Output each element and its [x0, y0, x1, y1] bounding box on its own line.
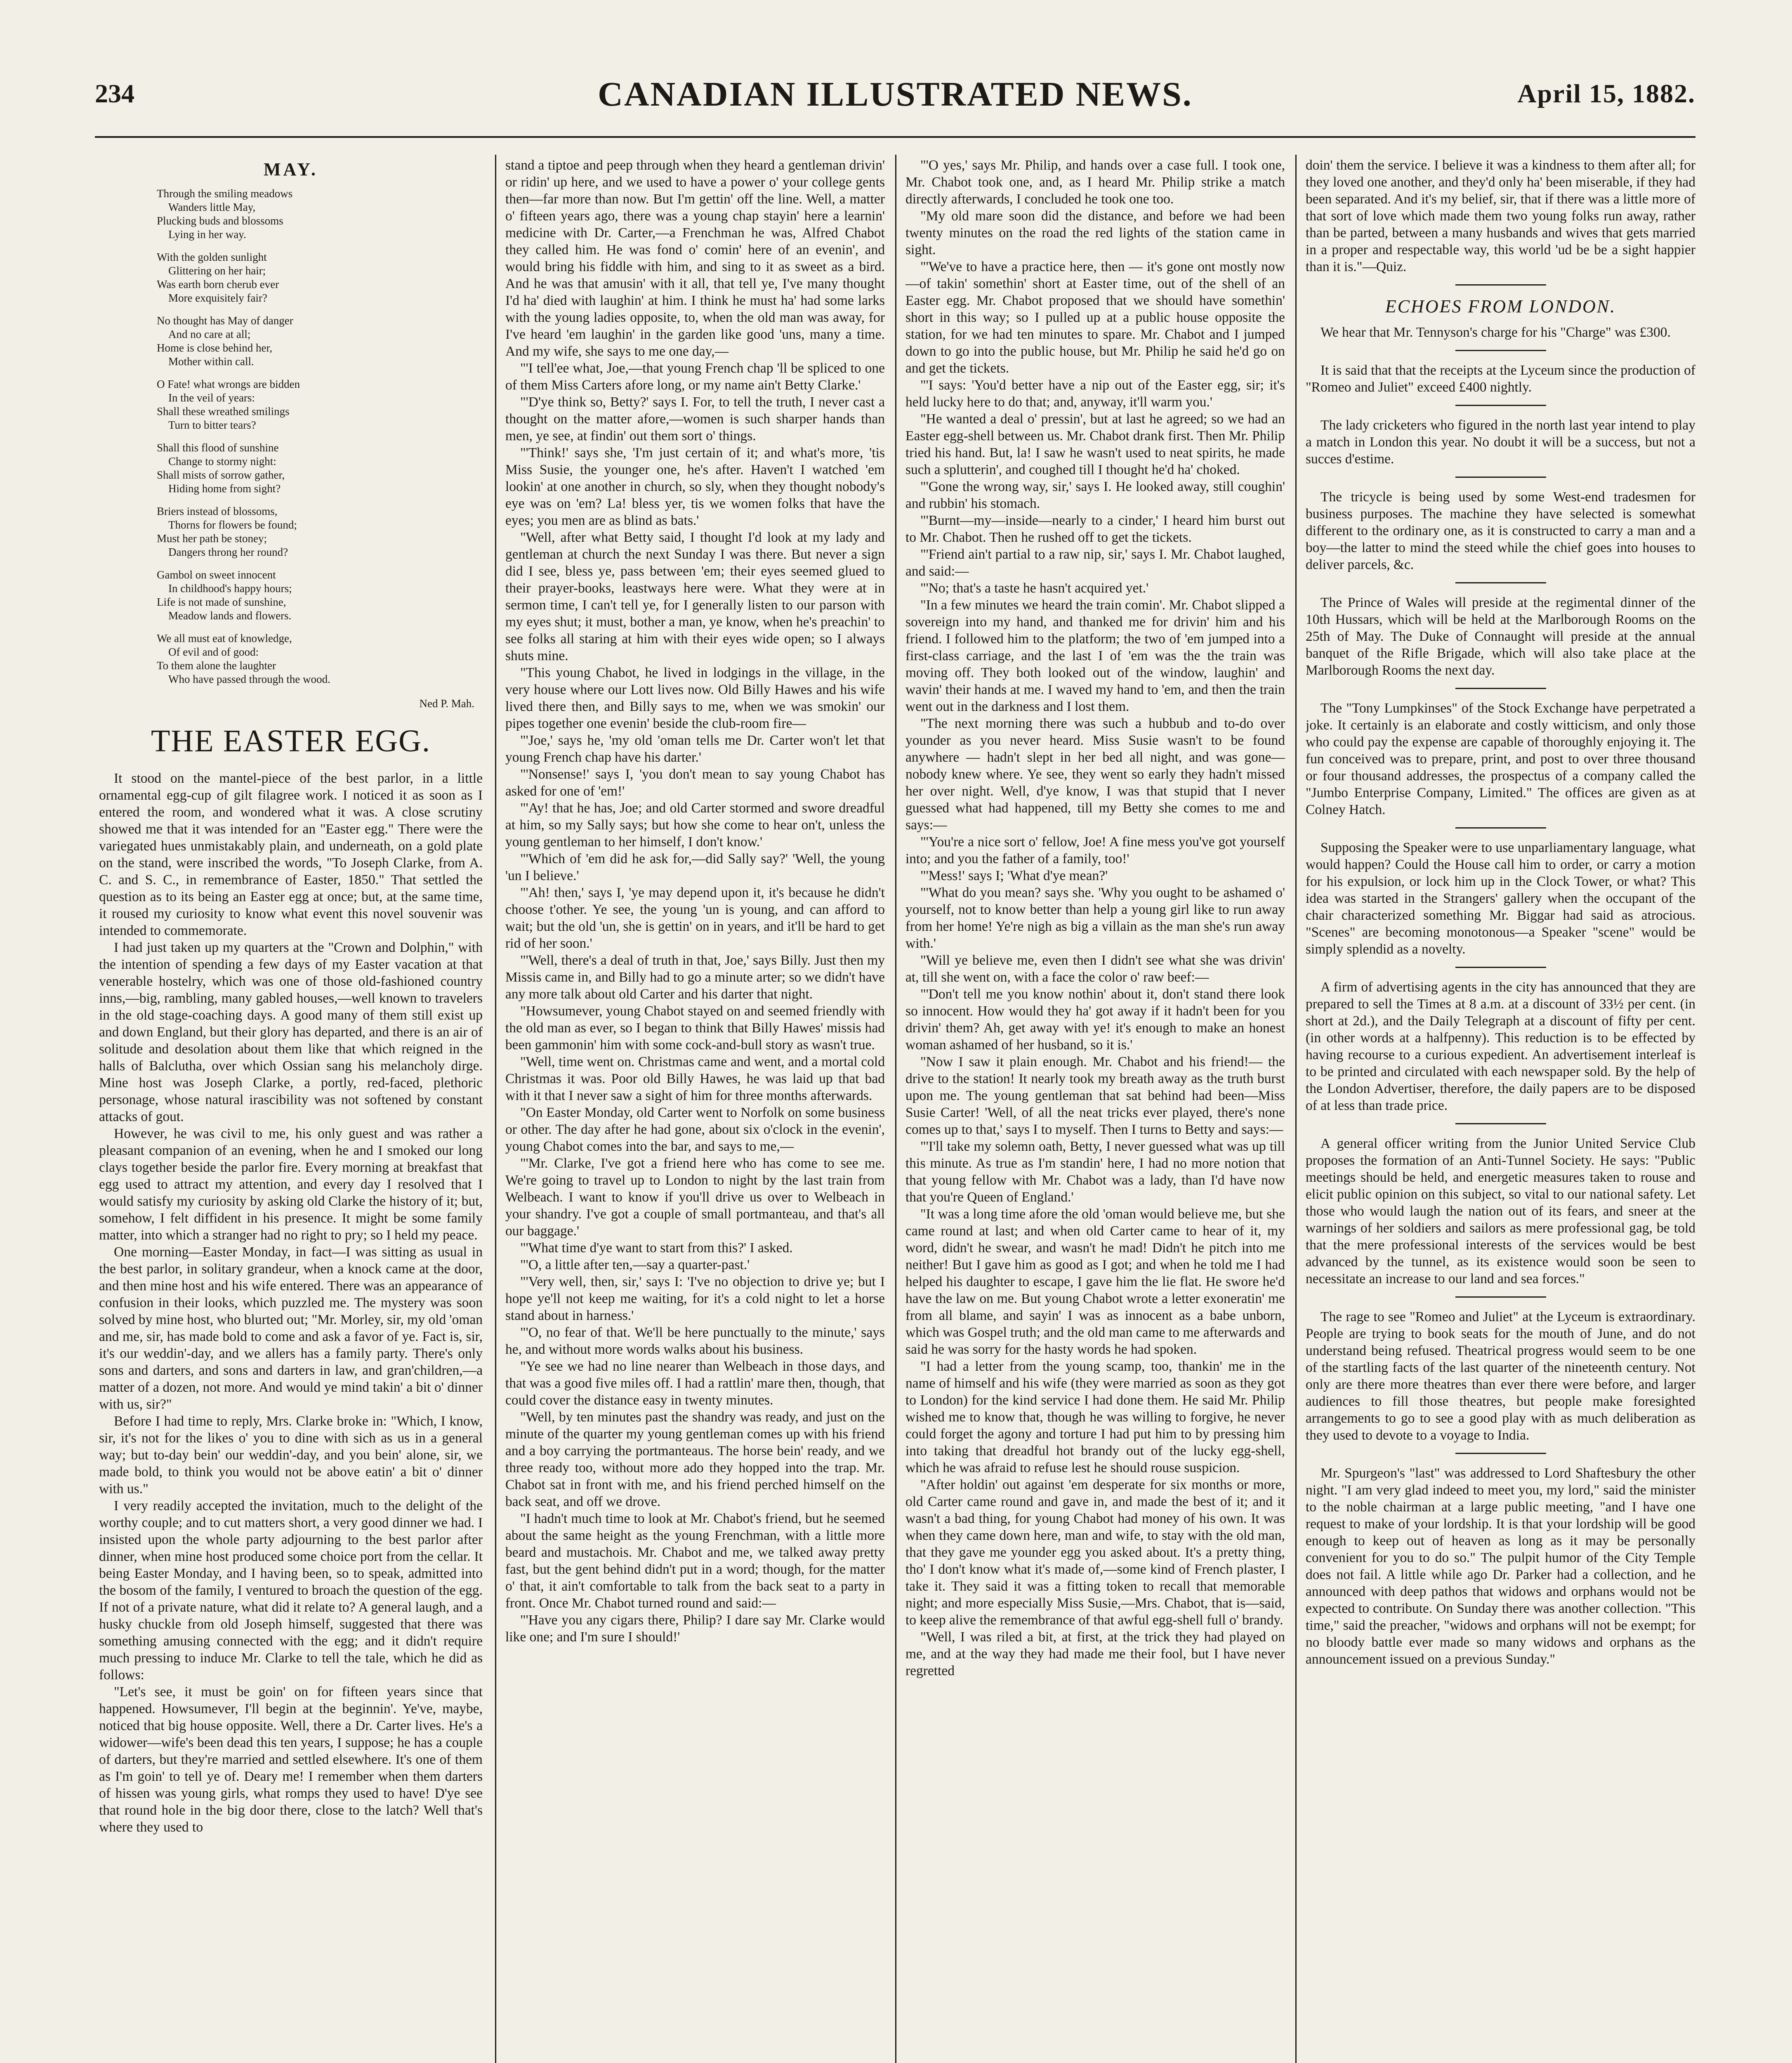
story-paragraph: "'Have you any cigars there, Philip? I dare say Mr. Clarke would like one; and I'm sure I should!' — [505, 1612, 885, 1645]
story-paragraph: "'Think!' says she, 'I'm just certain of it; and what's more, 'tis Miss Susie, the younger one, he's after. Haven't I watched 'em lookin' at one another in church, so sly, when they thought nobody's eye was on 'em? La! bless yer, tis we women folks that have the eyes; you men are as blind as bats.' — [505, 445, 885, 528]
echoes-item: A firm of advertising agents in the city has announced that they are prepared to sell the Times at 8 a.m. at a discount of 33½ per cent. (in short at 2d.), and the Daily Telegraph at a discount of fifty per cent. (in other words at a halfpenny). This reduction is to be effected by having recourse to a curious expedient. An advertisement interleaf is to be printed and circulated with each newspaper sold. By the help of the London Advertiser, therefore, the daily papers are to be disposed of at less than trade price. — [1306, 980, 1695, 1113]
story-paragraph: doin' them the service. I believe it was a kindness to them after all; for they loved one another, and they'd only ha' been miserable, if they had been separated. And it's my belief, sir, that if there was a little more of that sort of love which made them two young folks run away, rather than be parted, between a many husbands and wives that gets married in a proper and respectable way, this world 'ud be be a sight happier than it is."—Quiz. — [1306, 158, 1695, 274]
poem-line: Gambol on sweet innocent — [157, 569, 276, 581]
story-paragraph: "'Mr. Clarke, I've got a friend here who has come to see me. We're going to travel up to London to night by the last train from Welbeach. I want to know if you'll drive us over to Welbeach in your shandry. I've got a couple of small portmanteau, and that's all our baggage.' — [505, 1156, 885, 1239]
poem-line: Life is not made of sunshine, — [157, 596, 286, 608]
poem-stanza — [157, 378, 483, 432]
item-rule — [1455, 688, 1546, 689]
story-paragraph: I very readily accepted the invitation, much to the delight of the worthy couple; and to cut matters short, a very good dinner we had. I insisted upon the whole party adjourning to the best parlor after dinner, when mine host produced some choice port from the cellar. It being Easter Monday, and I having been, so to speak, admitted into the bosom of the family, I ventured to broach the question of the egg. If not of a private nature, what did it relate to? A general laugh, and a husky chuckle from old Joseph himself, suggested that there was something amusing connected with the egg; and it didn't require much pressing to induce Mr. Clarke to tell the tale, which he did as follows: — [99, 1498, 483, 1683]
poem-line: Shall mists of sorrow gather, — [157, 469, 285, 481]
header-rule — [95, 136, 1695, 138]
story-paragraph: "Ye see we had no line nearer than Welbeach in those days, and that was a good five miles off. I had a rattlin' mare then, though, that could cover the distance easy in twenty minutes. — [505, 1359, 885, 1408]
poem-line: And no care at all; — [168, 328, 251, 340]
item-rule — [1455, 1123, 1546, 1124]
masthead — [95, 74, 1695, 120]
story-paragraph: "'What time d'ye want to start from this?' I asked. — [520, 1240, 793, 1256]
story-paragraph: "'Very well, then, sir,' says I: 'I've no objection to drive ye; but I hope ye'll not keep me waiting, for it's a cold night to let a horse stand about in harness.' — [505, 1274, 885, 1323]
column-3 — [905, 157, 1285, 2063]
echoes-item: The "Tony Lumpkinses" of the Stock Exchange have perpetrated a joke. It certainly is an elaborate and costly witticism, and only those who could pay the expense are capable of thoroughly enjoying it. The fun conceived was to prepare, print, and post to over three thousand or four thousand addresses, the prospectus of a company called the "Jumbo Enterprise Company, Limited." The offices are given as at Colney Hatch. — [1306, 701, 1695, 817]
newspaper-title: CANADIAN ILLUSTRATED NEWS. — [598, 75, 1193, 113]
poem-line: Hiding home from sight? — [168, 482, 281, 495]
echoes-item: The tricycle is being used by some West-end tradesmen for business purposes. The machine they have selected is somewhat different to the ordinary one, as it is constructed to carry a man and a boy—the latter to mind the steed while the chief goes into houses to deliver parcels, &c. — [1306, 489, 1695, 572]
item-rule — [1455, 350, 1546, 351]
poem-stanza — [157, 250, 483, 305]
item-rule — [1455, 582, 1546, 583]
story-paragraph: "'Nonsense!' says I, 'you don't mean to say young Chabot has asked for one of 'em!' — [505, 767, 885, 799]
story-paragraph: "It was a long time afore the old 'oman would believe me, but she came round at last; and when old Carter came to hear of it, my word, didn't he swear, and wasn't he mad! Didn't he pitch into me neither! But I gave him as good as I got; and when he told me I had helped his daughter to escape, I gave him the lie flat. He swore he'd have the law on me. But young Chabot wrote a letter exoneratin' me from all blame, and sayin' I was as innocent as a babe unborn, which was Gospel truth; and the old man came to me afterwards and said he was sorry for the hasty words he had spoken. — [905, 1206, 1285, 1357]
story-paragraph: "'Mess!' says I; 'What d'ye mean?' — [920, 868, 1108, 883]
story-paragraph: "'I tell'ee what, Joe,—that young French chap 'll be spliced to one of them Miss Carters afore long, or my name ain't Betty Clarke.' — [505, 361, 885, 393]
column-divider — [495, 155, 496, 2063]
story-paragraph: "'Which of 'em did he ask for,—did Sally say?' 'Well, the young 'un I believe.' — [505, 851, 885, 883]
poem-line: Wanders little May, — [168, 201, 256, 213]
poem-line: Thorns for flowers be found; — [168, 519, 297, 531]
story-paragraph: "'Well, there's a deal of truth in that, Joe,' says Billy. Just then my Missis came in, and Billy had to go a minute arter; so we didn't have any more talk about old Carter and his darter that night. — [505, 953, 885, 1002]
story-paragraph: "Well, I was riled a bit, at first, at the trick they had played on me, and at the way they had made me their fool, but I have never regretted — [905, 1629, 1285, 1678]
issue-date: April 15, 1882. — [1517, 79, 1695, 108]
story-paragraph: "Let's see, it must be goin' on for fifteen years since that happened. Howsumever, I'll begin at the beginnin'. Ye've, maybe, noticed that big house opposite. Well, there a Dr. Carter lives. He's a widower—wife's been dead this ten years, I suppose; he has a couple of darters, but they're married and settled elsewhere. It's one of them as I'm goin' to tell ye of. Deary me! I remember when them darters of hissen was young girls, what romps they used to have! D'ye see that round hole in the big door there, close to the latch? Well that's where they used to — [99, 1684, 483, 1835]
column-4 — [1306, 157, 1695, 2063]
story-paragraph: "'Ay! that he has, Joe; and old Carter stormed and swore dreadful at him, so my Sally says; but how she come to hear on't, unless the young gentleman to her himself, I don't know.' — [505, 800, 885, 850]
poem-line: No thought has May of danger — [157, 314, 293, 327]
poem-stanza — [157, 441, 483, 496]
story-paragraph: I had just taken up my quarters at the "Crown and Dolphin," with the intention of spending a few days of my Easter vacation at that venerable hostelry, which was one of those old-fashioned country inns,—big, rambling, many gabled houses,—well known to travelers in the old stage-coaching days. A good many of them still exist up and down England, but their glory has departed, and there is an air of solitude and desolation about them like that which reigned in the halls of Balclutha, over which Ossian sang his melancholy dirge. Mine host was Joseph Clarke, a portly, red-faced, plethoric personage, whose natural irascibility was not softened by constant attacks of gout. — [99, 940, 483, 1124]
item-rule — [1455, 477, 1546, 478]
story-paragraph: "In a few minutes we heard the train comin'. Mr. Chabot slipped a sovereign into my hand, and thanked me for drivin' him and his friend. I followed him to the platform; the two of 'em jumped into a first-class carriage, and the last I of 'em was the the train was moving off. They both looked out of the window, laughin' and wavin' their hands at me. I waved my hand to 'em, and then the train went out in the darkness and I lost them. — [905, 597, 1285, 714]
column-2 — [505, 157, 885, 2063]
poem-author: Ned P. Mah. — [419, 697, 474, 710]
story-paragraph: "I had a letter from the young scamp, too, thankin' me in the name of himself and his wife (they were married as soon as they got to London) for the kind service I had done them. He said Mr. Philip wished me to know that, though he was willing to forgive, he never could forget the agony and torture I had put him to by pressing him into taking that dreadful hot brandy out of the lucky egg-shell, which he was afraid to refuse lest he should rouse suspicion. — [905, 1359, 1285, 1475]
poem-stanza — [157, 505, 483, 559]
story-paragraph: "After holdin' out against 'em desperate for six months or more, old Carter came round and gave in, and made the best of it; and it wasn't a bad thing, for young Chabot had money of his own. It was when they came down here, man and wife, to stay with the old man, that they gave me younder egg you asked about. It's a pretty thing, tho' I don't know what it's made of,—some kind of French plaster, I take it. They said it was a fitting token to recall that memorable night; and more especially Miss Susie,—Mrs. Chabot, that is—said, to keep alive the remembrance of that awful egg-shell full o' brandy. — [905, 1477, 1285, 1628]
story-paragraph: "My old mare soon did the distance, and before we had been twenty minutes on the road the red lights of the station came in sight. — [905, 208, 1285, 257]
story-paragraph: "'Friend ain't partial to a raw nip, sir,' says I. Mr. Chabot laughed, and said:— — [905, 547, 1285, 579]
poem-line: Turn to bitter tears? — [168, 419, 256, 431]
poem-line: Plucking buds and blossoms — [157, 215, 283, 227]
story-paragraph: stand a tiptoe and peep through when they heard a gentleman drivin' or ridin' up here, and we used to have a power o' your college gents then—far more than now. But I'm gettin' off the line. Well, a matter o' fifteen years ago, there was a young chap stayin' here a learnin' medicine with Dr. Carter,—a Frenchman he was, Alfred Chabot they called him. He was fond o' comin' here of an evenin', and would bring his fiddle with him, and sing to it as sweet as a bird. And he was that amusin' with it all, that tell ye, I've many thought I'd ha' died with laughin' at him. I think he must ha' had some larks with the young ladies opposite, to, when the old man was away, for I've heard 'em laughin' in the garden like good 'uns, many a time. And my wife, she says to me one day,— — [505, 158, 885, 359]
poem-stanza — [157, 314, 483, 368]
poem-stanza — [157, 632, 483, 686]
item-rule — [1455, 827, 1546, 829]
story-title: THE EASTER EGG. — [151, 724, 431, 758]
story-paragraph: "'I'll take my solemn oath, Betty, I never guessed what was up till this minute. As true as I'm standin' here, I had no more notion that that young fellow with Mr. Chabot was a lady, than I'd have now that you're Queen of England.' — [905, 1139, 1285, 1205]
story-paragraph: It stood on the mantel-piece of the best parlor, in a little ornamental egg-cup of gilt filagree work. I noticed it as soon as I entered the room, and wondered what it was. A close scrutiny showed me that it was intended for an "Easter egg." There were the variegated hues unmistakably plain, and underneath, on a gold plate on the stand, were inscribed the words, "To Joseph Clarke, from A. C. and S. C., in remembrance of Easter, 1850." That settled the question as to its being an Easter egg at once; but, at the same time, it roused my curiosity to know what event this novel souvenir was intended to commemorate. — [99, 771, 483, 938]
poem-line: We all must eat of knowledge, — [157, 632, 292, 644]
column-divider — [1295, 155, 1297, 2063]
story-paragraph: One morning—Easter Monday, in fact—I was sitting as usual in the best parlor, in solitary grandeur, when a knock came at the door, and then mine host and his wife entered. There was an appearance of confusion in their looks, which puzzled me. The mystery was soon solved by mine host, who blurted out; "Mr. Morley, sir, my old 'oman and me, sir, has made bold to come and ask a favor of ye. Fact is, sir, it's our weddin'-day, and we allers has a family party. There's only sons and darters, and sons and darters in law, and gran'children,—a matter of a dozen, not more. And would ye mind takin' a bit o' dinner with us, sir?" — [99, 1244, 483, 1412]
story-paragraph: "'No; that's a taste he hasn't acquired yet.' — [920, 581, 1149, 596]
story-paragraph: "'D'ye think so, Betty?' says I. For, to tell the truth, I never cast a thought on the matter afore,—women is such sharper hands than men, ye see, at findin' out them sort o' things. — [505, 394, 885, 444]
poem-line: Dangers throng her round? — [168, 546, 288, 558]
story-paragraph: "'O yes,' says Mr. Philip, and hands over a case full. I took one, Mr. Chabot took one, and, as I heard Mr. Philip strike a match directly afterwards, I concluded he took one too. — [905, 158, 1285, 207]
poem-title: MAY. — [263, 159, 318, 179]
column-1 — [99, 157, 483, 2063]
story-paragraph: "Well, time went on. Christmas came and went, and a mortal cold Christmas it was. Poor old Billy Hawes, he was laid up that bad with it that I never saw a sight of him for three months afterwards. — [505, 1054, 885, 1103]
story-paragraph: "The next morning there was such a hubbub and to-do over younder as you never heard. Miss Susie wasn't to be found anywhere — hadn't slept in her bed all night, and was gone—nobody knew where. Ye see, they went so early they hadn't missed her over night. Well, d'ye know, I was that stupid that I never guessed what had happened, till my Betty she comes to me and says:— — [905, 716, 1285, 833]
story-paragraph: "Well, by ten minutes past the shandry was ready, and just on the minute of the quarter my young gentleman comes up with his friend and a boy carrying the portmanteaus. The horse bein' ready, and we three ready too, without more ado they hopped into the trap. Mr. Chabot sat in front with me, and his friend perched himself on the back seat, and off we drove. — [505, 1409, 885, 1509]
poem-line: O Fate! what wrongs are bidden — [157, 378, 300, 390]
poem-line: Was earth born cherub ever — [157, 278, 279, 290]
story-body-col1 — [99, 770, 483, 1836]
item-rule — [1455, 967, 1546, 968]
echoes-item: The Prince of Wales will preside at the regimental dinner of the 10th Hussars, which will be held at the Marlborough Rooms on the 25th of May. The Duke of Connaught will preside at the annual banquet of the Rifle Brigade, which will also take place at the Marlborough Rooms the next day. — [1306, 595, 1695, 678]
story-paragraph: "'I says: 'You'd better have a nip out of the Easter egg, sir; it's held lucky here to do that; and, anyway, it'll warm you.' — [905, 378, 1285, 410]
story-paragraph: "I hadn't much time to look at Mr. Chabot's friend, but he seemed about the same height as the young Frenchman, with a little more beard and mustachois. Mr. Chabot and me, we talked away pretty fast, but the gent behind didn't put in a word; though, for the matter o' that, it ain't comfortable to talk from the back seat to a party in front. Once Mr. Chabot turned round and said:— — [505, 1511, 885, 1611]
poem-line: Mother within call. — [168, 355, 254, 368]
story-paragraph: "'Don't tell me you know nothin' about it, don't stand there look so innocent. How would they ha' got away if it hadn't been for you drivin' them? Ah, get away with ye! it's enough to make an honest woman ashamed of her husband, so it is.' — [905, 987, 1285, 1053]
poem-line: In childhood's happy hours; — [168, 582, 292, 595]
echoes-item: A general officer writing from the Junior United Service Club proposes the formation of an Anti-Tunnel Society. He says: "Public meetings should be held, and energetic measures taken to rouse and elicit public opinion on this subject, so vital to our national safety. Let those who would laugh the nation out of its fears, and sneer at the warnings of her soldiers and sailors as mere professional gag, be told that the mere professional interests of the services would be best advanced by the tunnel, as its existence would soon be seen to necessitate an increase to our land and sea forces." — [1306, 1136, 1695, 1286]
poem-body — [99, 187, 483, 686]
story-paragraph: "This young Chabot, he lived in lodgings in the village, in the very house where our Lott lives now. Old Billy Hawes and his wife lived there then, and Billy says to me, when we was smokin' our pipes together one evenin' beside the club-room fire— — [505, 665, 885, 731]
item-rule — [1455, 405, 1546, 406]
poem-line: Glittering on her hair; — [168, 264, 266, 277]
story-paragraph: "'O, a little after ten,—say a quarter-past.' — [520, 1257, 750, 1272]
story-paragraph: "'Joe,' says he, 'my old 'oman tells me Dr. Carter won't let that young French chap have his darter.' — [505, 733, 885, 765]
poem-line: Of evil and of good: — [168, 646, 259, 658]
story-paragraph: "Will ye believe me, even then I didn't see what she was drivin' at, till she went on, with a face the color o' raw beef:— — [905, 953, 1285, 985]
echoes-item: The lady cricketers who figured in the north last year intend to play a match in London this year. No doubt it will be a success, but not a succes d'estime. — [1306, 418, 1695, 467]
poem-line: Lying in her way. — [168, 228, 246, 241]
echoes-title: ECHOES FROM LONDON. — [1385, 296, 1616, 316]
story-paragraph: "'O, no fear of that. We'll be here punctually to the minute,' says he, and without more words walks about his business. — [505, 1325, 885, 1357]
poem-line: Shall these wreathed smilings — [157, 405, 290, 418]
story-paragraph: "'Gone the wrong way, sir,' says I. He looked away, still coughin' and rubbin' his stomach. — [905, 479, 1285, 511]
story-paragraph: However, he was civil to me, his only guest and was rather a pleasant companion of an evening, when he and I smoked our long clays together beside the parlor fire. Every morning at breakfast that egg used to attract my attention, and every day I resolved that I would satisfy my curiosity by asking old Clarke the history of it; but, somehow, I felt diffident in his presence. It might be some family matter, into which a stranger had no right to pry; so I held my peace. — [99, 1126, 483, 1243]
poem-line: Briers instead of blossoms, — [157, 505, 278, 517]
story-paragraph: "He wanted a deal o' pressin', but at last he agreed; so we had an Easter egg-shell between us. Mr. Chabot drank first. Then Mr. Philip tried his hand. But, la! I saw he wasn't used to neat spirits, he made such a splutterin', and coughed till I thought he'd ha' choked. — [905, 411, 1285, 477]
poem-line: Who have passed through the wood. — [168, 673, 330, 685]
echoes-item: It is said that that the receipts at the Lyceum since the production of "Romeo and Juliet" exceed £400 nightly. — [1306, 363, 1695, 395]
story-paragraph: "Howsumever, young Chabot stayed on and seemed friendly with the old man as ever, so I began to think that Billy Hawes' missis had been gammonin' him with some cock-and-bull story as wasn't true. — [505, 1003, 885, 1053]
echoes-item: Supposing the Speaker were to use unparliamentary language, what would happen? Could the House call him to order, or carry a motion for his expulsion, or lock him up in the Clock Tower, or what? This idea was started in the Strangers' gallery when the occupant of the chair characterized something Mr. Biggar had said as atrocious. "Scenes" are becoming monotonous—a Speaker "scene" would be simply splendid as a novelty. — [1306, 840, 1695, 957]
story-paragraph: "'You're a nice sort o' fellow, Joe! A fine mess you've got yourself into; and you the father of a family, too!' — [905, 834, 1285, 866]
poem-stanza — [157, 187, 483, 241]
poem-line: Meadow lands and flowers. — [168, 609, 292, 622]
item-rule — [1455, 1453, 1546, 1454]
echoes-item: Mr. Spurgeon's "last" was addressed to Lord Shaftesbury the other night. "I am very glad indeed to meet you, my lord," said the minister to the noble chairman at a large public meeting, "and I have one request to make of your lordship. It is that your lordship will be good enough to keep out of heaven as long as it may be personally convenient for you to do so." The pulpit humor of the City Temple does not fail. A little while ago Dr. Parker had a collection, and he announced with deep pathos that widows and orphans would not be expected to contribute. On Sunday there was another collection. "This time," said the preacher, "widows and orphans will not be exempt; for no bloody battle ever made so many widows and orphans as the announcement issued on a previous Sunday." — [1306, 1466, 1695, 1667]
item-rule — [1455, 1296, 1546, 1298]
poem-line: Home is close behind her, — [157, 342, 273, 354]
poem-line: With the golden sunlight — [157, 251, 267, 263]
story-paragraph: Before I had time to reply, Mrs. Clarke broke in: "Which, I know, sir, it's not for the likes o' you to dine with sich as us in a general way; but to-day bein' our weddin'-day, and you bein' alone, sir, we made bold, to think you would not be above eatin' a bit o' dinner with us." — [99, 1414, 483, 1497]
story-paragraph: "'Ah! then,' says I, 'ye may depend upon it, it's because he didn't choose t'other. Ye see, the young 'un is young, and can afford to wait; but the old 'un, she is gettin' on in years, and it'll be hard to get rid of her soon.' — [505, 885, 885, 951]
poem-line: Shall this flood of sunshine — [157, 441, 279, 454]
story-paragraph: "Now I saw it plain enough. Mr. Chabot and his friend!— the drive to the station! It nearly took my breath away as the truth burst upon me. The young gentleman that sat behind had been—Miss Susie Carter! 'Well, of all the neat tricks ever played, there's none comes up to that,' says I to myself. Then I turns to Betty and says:— — [905, 1054, 1285, 1137]
poem-line: To them alone the laughter — [157, 659, 276, 672]
echoes-item: We hear that Mr. Tennyson's charge for his "Charge" was £300. — [1320, 325, 1671, 340]
poem-line: More exquisitely fair? — [168, 292, 267, 304]
poem-line: Change to stormy night: — [168, 455, 276, 467]
story-paragraph: "On Easter Monday, old Carter went to Norfolk on some business or other. The day after he had gone, about six o'clock in the evenin', young Chabot comes into the bar, and says to me,— — [505, 1105, 885, 1154]
story-paragraph: "'Burnt—my—inside—nearly to a cinder,' I heard him burst out to Mr. Chabot. Then he rushed off to get the tickets. — [905, 513, 1285, 545]
column-divider — [895, 155, 896, 2063]
story-paragraph: "'What do you mean? says she. 'Why you ought to be ashamed o' yourself, not to know better than help a young girl like to run away from her home! Ye're nigh as big a villain as the man she's run away with.' — [905, 885, 1285, 951]
echoes-item: The rage to see "Romeo and Juliet" at the Lyceum is extraordinary. People are trying to book seats for the mouth of June, and do not understand being refused. Theatrical progress would seem to be one of the startling facts of the last quarter of the nineteenth century. Not only are there more theatres than ever there were before, and larger audiences to fill those theatres, but people make foresighted arrangements to go to see a good play with as much deliberation as they used to devote to a voyage to India. — [1306, 1309, 1695, 1443]
story-paragraph: "Well, after what Betty said, I thought I'd look at my lady and gentleman at church the next Sunday I was there. But never a sign did I see, bless ye, pass between 'em; their eyes seemed glued to their prayer-books, leastways here were. What they were at in sermon time, I can't tell ye, for I generally listen to our parson with my eyes shut; it must, bother a man, ye know, when he's preachin' to see folks all staring at him with their eyes wide open; so I always shuts mine. — [505, 530, 885, 663]
poem-line: Through the smiling meadows — [157, 187, 293, 200]
poem-stanza — [157, 568, 483, 623]
section-rule — [1455, 284, 1546, 286]
poem-line: In the veil of years: — [168, 392, 255, 404]
poem-line: Must her path be stoney; — [157, 532, 267, 545]
page-number: 234 — [95, 79, 134, 108]
story-paragraph: "'We've to have a practice here, then — it's gone ont mostly now—of takin' somethin' short at Easter time, out of the shell of an Easter egg. Mr. Chabot proposed that we should have somethin' short in this way; so I pulled up at a public house opposite the station, for we had ten minutes to spare. Mr. Chabot and I jumped down to go into the public house, but Mr. Philip he said he'd go on and get the tickets. — [905, 259, 1285, 376]
